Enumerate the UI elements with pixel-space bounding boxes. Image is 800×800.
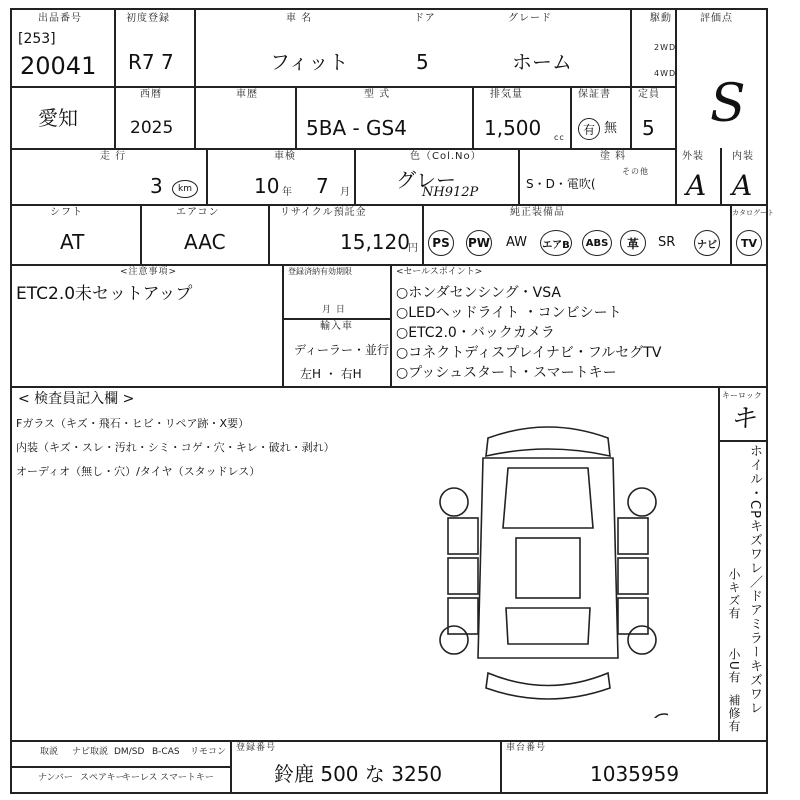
ac-label: エアコン xyxy=(176,207,220,218)
door-label: ドア xyxy=(414,13,436,24)
inspector-line1: Fガラス（キズ・飛石・ヒビ・リペア跡・X要） xyxy=(16,417,250,430)
rule-keylock xyxy=(718,440,768,442)
exterior: A xyxy=(686,169,707,202)
v-row3-d xyxy=(720,148,722,204)
v-row3-b xyxy=(354,148,356,204)
v-notes-a xyxy=(282,264,284,386)
equip-ps: PS xyxy=(428,230,454,256)
rule-row1 xyxy=(10,86,675,88)
v-footer-b xyxy=(500,740,502,794)
sales-point-4: ○コネクトディスプレイナビ・フルセグTV xyxy=(396,345,662,361)
interior: A xyxy=(732,169,753,202)
footer-item-2: ナビ取説 xyxy=(72,747,109,757)
paint-options: S・D・電吹( xyxy=(526,177,596,191)
car-diagram xyxy=(428,408,668,718)
footer-item-4: B-CAS xyxy=(152,747,180,757)
lot-number: 20041 xyxy=(20,52,97,80)
equipment-label: 純正装備品 xyxy=(510,207,565,218)
rule-notes xyxy=(10,386,768,388)
footer-item-5: リモコン xyxy=(190,747,227,757)
doors: 5 xyxy=(416,50,429,74)
equip-airbag: エアB xyxy=(540,230,572,256)
sales-point-3: ○ETC2.0・バックカメラ xyxy=(396,325,555,341)
equip-abs: ABS xyxy=(582,230,612,256)
shift: AT xyxy=(60,230,85,254)
inspector-line2: 内装（キズ・スレ・汚れ・シミ・コゲ・穴・キレ・破れ・剥れ） xyxy=(16,441,335,454)
shift-label: シフト xyxy=(50,207,83,218)
v-row4-c xyxy=(422,204,424,264)
auction-sheet xyxy=(10,8,774,794)
equip-aw: AW xyxy=(506,235,528,250)
equip-sr: SR xyxy=(658,235,676,250)
v-row4-b xyxy=(268,204,270,264)
first-reg-value: R7 7 xyxy=(128,50,174,74)
shaken-month: 7 xyxy=(316,174,329,198)
v-row2-c xyxy=(570,86,572,148)
frame-left xyxy=(10,8,12,794)
legend: ホイル・CPキズワレ／ドアミラーキズワレ xyxy=(747,444,762,715)
rule-row4 xyxy=(10,264,768,266)
score: S xyxy=(710,74,746,134)
rule-import xyxy=(282,318,392,320)
frame-right xyxy=(766,8,768,794)
inspector-title: < 検査員記入欄 > xyxy=(18,391,135,407)
mileage-unit: km xyxy=(172,180,198,198)
footer-item-6: ナンバー xyxy=(38,773,73,783)
plate-label: 登録番号 xyxy=(236,743,277,753)
inspection-label: 車歴 xyxy=(236,89,258,100)
chassis: 1035959 xyxy=(590,762,680,786)
v-row2-a xyxy=(295,86,297,148)
v-score xyxy=(675,8,677,204)
warranty-label: 保証書 xyxy=(578,89,611,100)
displacement-label: 排気量 xyxy=(490,89,523,100)
lot-label: 出品番号 xyxy=(38,13,82,24)
year-label: 西暦 xyxy=(140,89,162,100)
equip-navi: ナビ xyxy=(694,230,720,256)
cc-unit: cc xyxy=(554,133,565,142)
legend-4: 補修有 xyxy=(727,694,741,733)
inspector-line3: オーディオ（無し・穴）/タイヤ（スタッドレス） xyxy=(16,465,261,478)
frame-top xyxy=(10,8,768,10)
recycle-label: リサイクル預託金 xyxy=(280,207,367,218)
ownership-label: 登録済納有効期限 xyxy=(288,267,352,276)
color-code: NH912P xyxy=(422,185,479,200)
v-row2-d xyxy=(630,86,632,148)
v-row2-b xyxy=(472,86,474,148)
mileage: 3 xyxy=(150,174,163,198)
chassis-label: 車台番号 xyxy=(506,743,547,753)
keylock: キ xyxy=(730,404,757,434)
recycle-unit: 円 xyxy=(408,243,419,254)
rule-footer xyxy=(10,740,768,742)
footer-item-3: DM/SD xyxy=(114,747,145,757)
warranty-yes: 有 xyxy=(578,118,600,140)
paint-other: その他 xyxy=(622,167,649,176)
month-day: 月 日 xyxy=(322,305,346,315)
color: グレー xyxy=(396,168,456,192)
v-row1-b xyxy=(194,8,196,148)
caution-label: <注意事項> xyxy=(120,267,178,277)
keylock-label: キーロック xyxy=(722,391,762,400)
import-label: 輸入車 xyxy=(320,321,353,332)
footer-item-8: キーレス xyxy=(122,773,158,783)
footer-item-9: スマートキー xyxy=(160,773,214,783)
equip-tv: TV xyxy=(736,230,762,256)
interior-label: 内装 xyxy=(732,151,754,162)
footer-item-7: スペアキー xyxy=(80,773,125,783)
shaken-year: 10 xyxy=(254,174,280,198)
model-code-label: 型 式 xyxy=(364,89,391,100)
model-code: 5BA - GS4 xyxy=(306,116,407,140)
year-value: 2025 xyxy=(130,118,174,138)
import-dealer: ディーラー・並行 xyxy=(294,343,390,357)
sales-point-2: ○LEDヘッドライト ・コンビシート xyxy=(396,305,622,321)
sales-label: <セールスポイント> xyxy=(396,267,483,277)
sales-point-1: ○ホンダセンシング・VSA xyxy=(396,285,561,301)
catalog-label: カタログート xyxy=(732,209,774,217)
v-drive xyxy=(630,8,632,86)
paint-label: 塗 料 xyxy=(600,151,627,162)
exterior-label: 外装 xyxy=(682,151,704,162)
warranty-no: 無 xyxy=(604,121,618,136)
drive-label: 駆動 xyxy=(650,13,672,24)
capacity-label: 定員 xyxy=(638,89,660,100)
drive-2wd: 2WD xyxy=(654,43,677,52)
grade-label: グレード xyxy=(508,13,552,24)
equip-leather: 革 xyxy=(620,230,646,256)
shaken-label: 車検 xyxy=(274,151,296,162)
mileage-label: 走 行 xyxy=(100,151,127,162)
rule-row2 xyxy=(10,148,675,150)
model-name: フィット xyxy=(270,50,349,74)
rule-row3 xyxy=(10,204,768,206)
first-reg-label: 初度登録 xyxy=(126,13,170,24)
frame-bottom xyxy=(10,792,768,794)
v-row1-a xyxy=(114,8,116,148)
model-name-label: 車 名 xyxy=(286,13,313,24)
v-row3-a xyxy=(206,148,208,204)
v-row4-a xyxy=(140,204,142,264)
v-row3-c xyxy=(518,148,520,204)
sales-point-5: ○プッシュスタート・スマートキー xyxy=(396,365,617,381)
legend-3: 小U有 xyxy=(727,648,741,684)
drive-4wd: 4WD xyxy=(654,69,677,78)
v-footer-a xyxy=(230,740,232,794)
caution: ETC2.0未セットアップ xyxy=(16,284,193,304)
month-unit: 月 xyxy=(340,187,351,198)
capacity: 5 xyxy=(642,116,655,140)
grade: ホーム xyxy=(512,50,572,74)
year-unit: 年 xyxy=(282,187,293,198)
lot-sub: [253] xyxy=(18,31,56,47)
import-handle: 左H ・ 右H xyxy=(300,367,362,381)
legend-2: 小キズ有 xyxy=(727,568,741,620)
recycle: 15,120 xyxy=(340,230,410,254)
score-label: 評価点 xyxy=(700,13,733,24)
color-label: 色（Col.No） xyxy=(410,151,482,162)
location: 愛知 xyxy=(38,106,78,130)
rule-footer-mid xyxy=(10,766,230,768)
equip-pw: PW xyxy=(466,230,492,256)
displacement: 1,500 xyxy=(484,116,542,140)
v-notes-b xyxy=(390,264,392,386)
footer-item-1: 取説 xyxy=(40,747,59,757)
ac: AAC xyxy=(184,230,226,254)
plate: 鈴鹿 500 な 3250 xyxy=(274,762,443,786)
